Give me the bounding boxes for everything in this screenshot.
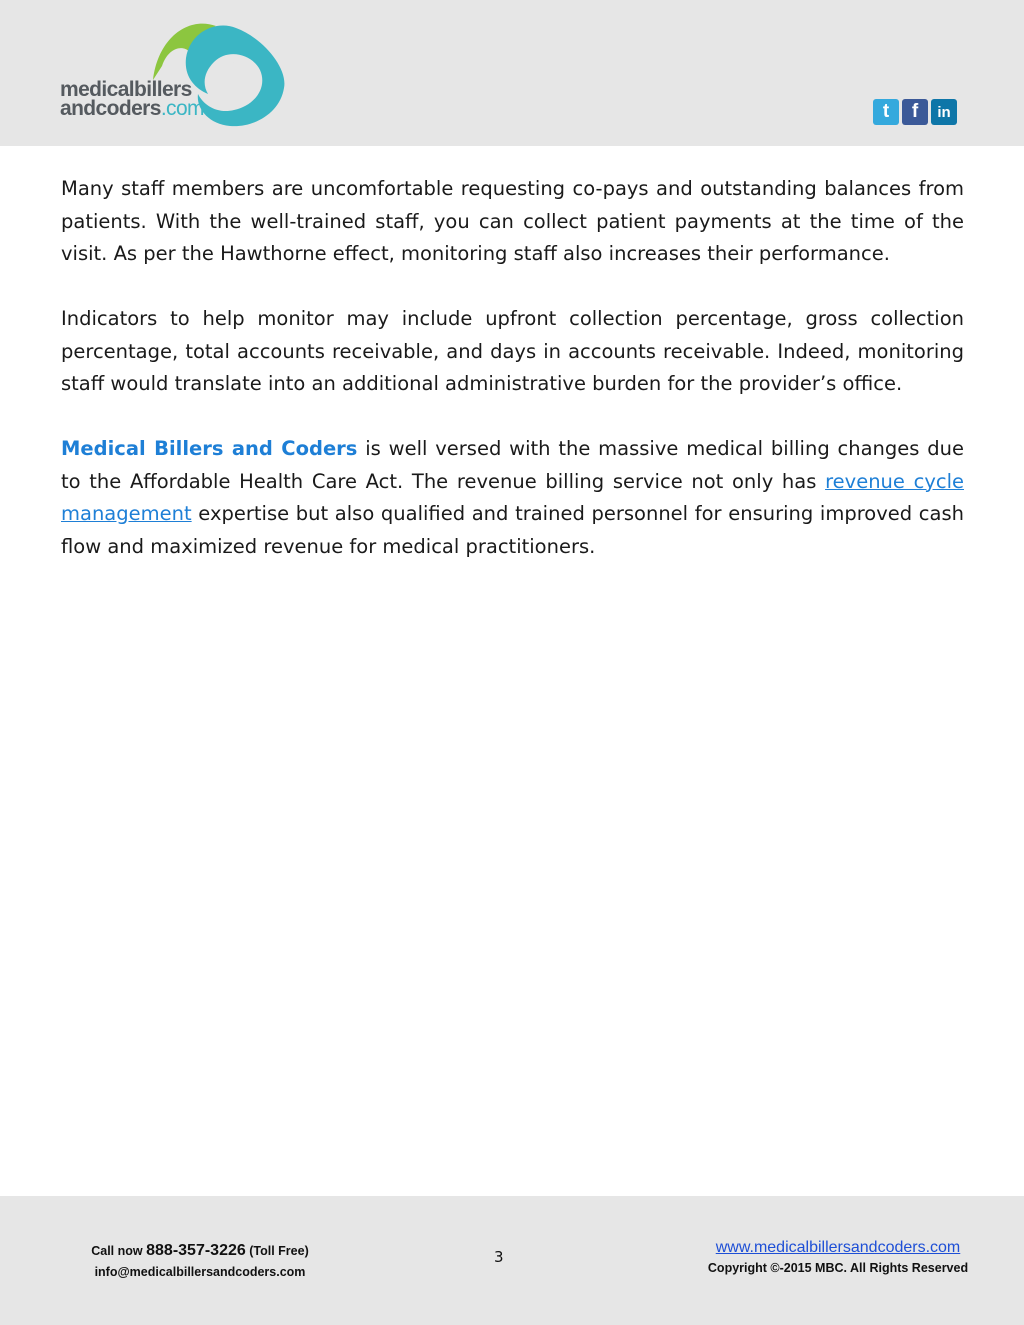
logo-line2: andcoders: [60, 97, 161, 120]
toll-free-label: (Toll Free): [249, 1244, 309, 1258]
page-number: 3: [494, 1248, 504, 1266]
paragraph-3-text-a: is well versed with the massive medical billing changes due to the Affordable Health Care Act. The revenue billing service not only has: [61, 437, 964, 493]
copyright-text: Copyright ©-2015 MBC. All Rights Reserved: [707, 1261, 969, 1275]
page-header: [0, 0, 1024, 146]
website-link[interactable]: www.medicalbillersandcoders.com: [715, 1239, 961, 1256]
social-links: [873, 99, 957, 125]
site-info: [700, 1238, 976, 1278]
call-label: Call now: [91, 1244, 143, 1258]
email-address[interactable]: info@medicalbillersandcoders.com: [94, 1265, 306, 1279]
twitter-icon[interactable]: t: [873, 99, 899, 125]
contact-info: [80, 1240, 320, 1282]
company-logo[interactable]: [58, 18, 298, 130]
revenue-cycle-management-link[interactable]: revenue cycle management: [61, 469, 964, 525]
page-footer: [0, 1196, 1024, 1325]
paragraph-1: Many staff members are uncomfortable requesting co-pays and outstanding balances from patients. With the well-trained staff, you can collect patient payments at the time of the visit. As per the Hawthorne effect, monitoring staff also increases their performance.: [61, 177, 964, 265]
facebook-icon[interactable]: f: [902, 99, 928, 125]
document-body: [61, 173, 964, 596]
brand-name: Medical Billers and Coders: [61, 437, 358, 460]
logo-suffix: .com: [160, 97, 204, 120]
paragraph-2: Indicators to help monitor may include upfront collection percentage, gross collection percentage, total accounts receivable, and days in accounts receivable. Indeed, monitoring staff would translate into an additional administrative burden for the provider’s office.: [61, 307, 964, 395]
linkedin-icon[interactable]: in: [931, 99, 957, 125]
logo-line1: medicalbillers: [60, 78, 192, 101]
logo-text: [60, 80, 204, 118]
phone-number[interactable]: 888-357-3226: [146, 1242, 246, 1259]
paragraph-3-text-b: expertise but also qualified and trained personnel for ensuring improved cash flow and maximized revenue for medical practitioners.: [61, 502, 964, 558]
paragraph-3: [61, 433, 964, 563]
